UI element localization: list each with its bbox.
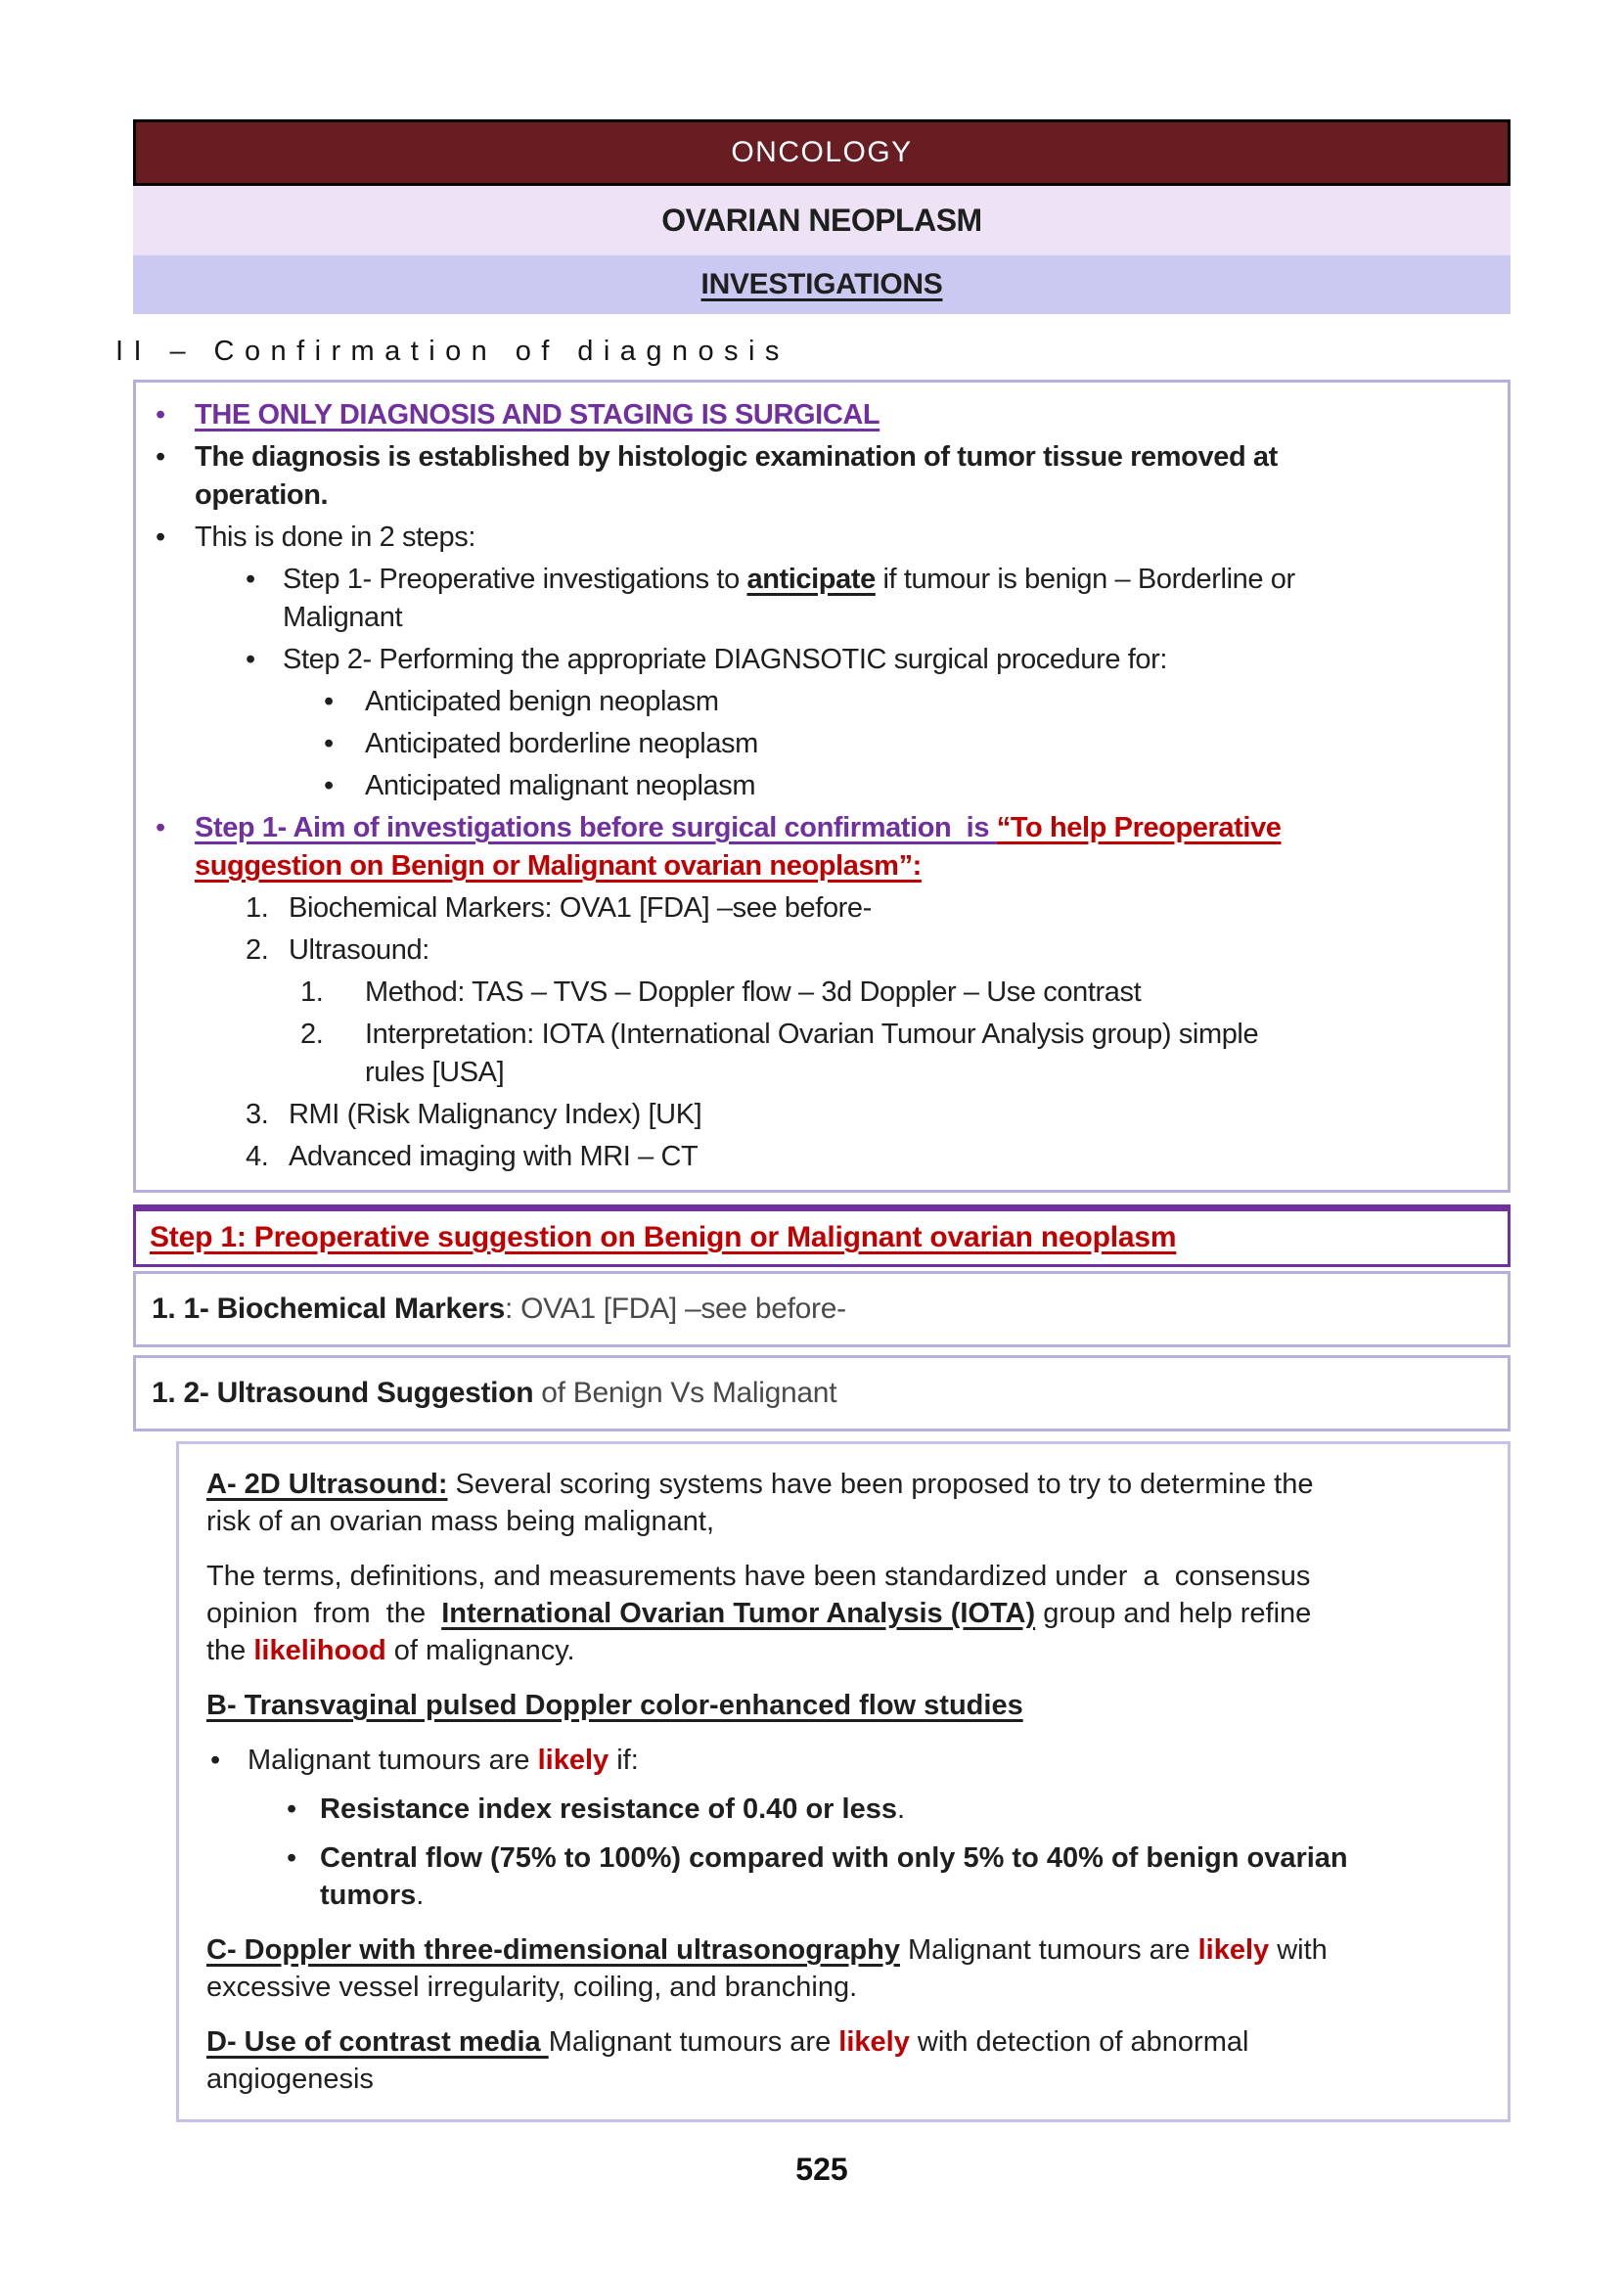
list-text <box>248 1742 1480 1779</box>
text-segment: Malignant tumours are <box>548 2026 839 2058</box>
text-segment: tumors <box>320 1880 417 1911</box>
text-segment: This is done in 2 steps: <box>195 522 475 553</box>
text-segment: if tumour is benign – Borderline or <box>875 564 1295 595</box>
text-segment: The diagnosis is established by histologic examination of tumor tissue removed at <box>195 441 1278 473</box>
bullet-marker: • <box>324 728 334 759</box>
bullet-marker: • <box>156 522 165 553</box>
ovarian-neoplasm-banner <box>133 186 1511 255</box>
text-segment: excessive vessel irregularity, coiling, and branching. <box>206 1972 858 2003</box>
text-segment: Step 1- Preoperative investigations to <box>283 564 747 595</box>
list-item <box>206 2023 1480 2098</box>
text-segment: risk of an ovarian mass being malignant, <box>206 1506 715 1537</box>
text-segment: Method: TAS – TVS – Doppler flow – 3d Doppler – Use contrast <box>365 976 1142 1008</box>
list-text <box>206 1934 1328 2003</box>
list-text <box>206 1690 1023 1721</box>
list-item <box>136 641 1488 679</box>
ultrasound-suggestion-text <box>152 1377 836 1409</box>
text-segment: Advanced imaging with MRI – CT <box>289 1141 699 1172</box>
list-item <box>206 1558 1480 1669</box>
text-segment: 1. 1- Biochemical Markers <box>152 1293 506 1325</box>
list-item <box>136 1096 1488 1134</box>
text-segment: likely <box>838 2026 910 2058</box>
list-item <box>206 1742 1480 1779</box>
list-text <box>289 889 1488 928</box>
list-item <box>136 931 1488 970</box>
list-item <box>206 1791 1480 1828</box>
text-segment: rules [USA] <box>365 1057 505 1088</box>
list-text <box>365 974 1488 1012</box>
diagnosis-overview-box <box>133 380 1511 1193</box>
list-item <box>206 1687 1480 1724</box>
text-segment: Step 1- Aim of investigations before surgical confirmation is <box>195 812 997 843</box>
text-segment: “To help Preoperative <box>996 812 1282 843</box>
list-text <box>289 931 1488 970</box>
text-segment: of malignancy. <box>385 1635 575 1666</box>
text-segment: group and help refine <box>1035 1598 1312 1629</box>
text-segment: Ultrasound: <box>289 934 429 966</box>
bullet-marker: • <box>287 1793 297 1825</box>
text-segment: the <box>206 1635 254 1666</box>
text-segment: Step 1: Preoperative suggestion on Benign or Malignant ovarian neoplasm <box>150 1221 1177 1253</box>
bullet-marker: • <box>324 770 334 801</box>
list-number: 4. <box>246 1141 269 1172</box>
list-text <box>365 683 1488 721</box>
text-segment: Malignant tumours are <box>899 1934 1198 1966</box>
list-item <box>136 809 1488 885</box>
biochemical-markers-text <box>152 1293 846 1325</box>
text-segment: with detection of abnormal <box>909 2026 1249 2058</box>
list-item <box>206 1466 1480 1540</box>
text-segment: angiogenesis <box>206 2064 374 2095</box>
text-segment: Several scoring systems have been proposed to try to determine the <box>447 1469 1314 1500</box>
list-item <box>136 725 1488 763</box>
list-text <box>289 1138 1488 1176</box>
page-content <box>115 119 1511 2188</box>
investigations-banner <box>133 255 1511 314</box>
bullet-marker: • <box>246 644 255 675</box>
list-number: 2. <box>300 1019 324 1050</box>
list-item <box>136 683 1488 721</box>
list-item <box>136 889 1488 928</box>
text-segment: suggestion on Benign or Malignant ovarian neoplasm”: <box>195 850 922 882</box>
list-item <box>136 1016 1488 1092</box>
text-segment: C- Doppler with three-dimensional ultrasonography <box>206 1934 900 1966</box>
oncology-banner-label: ONCOLOGY <box>731 136 913 168</box>
bullet-marker: • <box>246 564 255 595</box>
ovarian-neoplasm-banner-label: OVARIAN NEOPLASM <box>661 203 982 238</box>
text-segment: likely <box>537 1745 609 1776</box>
list-text <box>195 438 1488 515</box>
list-number: 1. <box>246 892 269 924</box>
text-segment: opinion from the <box>206 1598 442 1629</box>
text-segment: Malignant tumours are <box>248 1745 538 1776</box>
list-text <box>283 561 1488 637</box>
ultrasound-suggestion-box <box>133 1355 1511 1431</box>
text-segment: Malignant <box>283 602 403 633</box>
text-segment: of Benign Vs Malignant <box>533 1377 837 1409</box>
bullet-marker: • <box>210 1745 221 1776</box>
text-segment: D- Use of contrast media <box>206 2026 549 2058</box>
list-text <box>195 519 1488 557</box>
text-segment: Interpretation: IOTA (International Ovarian Tumour Analysis group) simple <box>365 1019 1259 1050</box>
text-segment: if: <box>609 1745 639 1776</box>
list-text <box>195 809 1488 885</box>
text-segment: Anticipated malignant neoplasm <box>365 770 756 801</box>
step1-title-text <box>150 1221 1176 1253</box>
list-text <box>320 1839 1480 1914</box>
step1-title-box <box>133 1204 1511 1267</box>
list-item <box>136 767 1488 805</box>
list-text <box>283 641 1488 679</box>
list-item <box>136 519 1488 557</box>
bullet-marker: • <box>156 441 165 473</box>
list-item <box>206 1931 1480 2006</box>
list-number: 2. <box>246 934 269 966</box>
section-heading: II – Confirmation of diagnosis <box>115 336 789 367</box>
list-item <box>206 1839 1480 1914</box>
text-segment: Anticipated borderline neoplasm <box>365 728 758 759</box>
list-text <box>206 1561 1311 1666</box>
text-segment: RMI (Risk Malignancy Index) [UK] <box>289 1099 702 1130</box>
list-item <box>136 438 1488 515</box>
bullet-marker: • <box>156 812 165 843</box>
text-segment: THE ONLY DIAGNOSIS AND STAGING IS SURGICAL <box>195 399 880 431</box>
text-segment: with <box>1269 1934 1328 1966</box>
list-item <box>136 396 1488 434</box>
ultrasound-details-box <box>176 1441 1511 2122</box>
list-text <box>365 1016 1488 1092</box>
text-segment: likely <box>1197 1934 1270 1966</box>
oncology-banner <box>133 119 1511 186</box>
list-text <box>365 725 1488 763</box>
text-segment: International Ovarian Tumor Analysis (IOTA) <box>441 1598 1036 1629</box>
list-text <box>365 767 1488 805</box>
bullet-marker: • <box>287 1842 297 1874</box>
biochemical-markers-box <box>133 1271 1511 1347</box>
list-number: 3. <box>246 1099 269 1130</box>
text-segment: anticipate <box>746 564 876 595</box>
list-text <box>320 1791 1480 1828</box>
text-segment: Biochemical Markers: OVA1 [FDA] –see before- <box>289 892 872 924</box>
text-segment: . <box>896 1793 906 1825</box>
list-item <box>136 1138 1488 1176</box>
page-number: 525 <box>795 2152 848 2187</box>
text-segment: 1. 2- Ultrasound Suggestion <box>152 1377 534 1409</box>
text-segment: Resistance index resistance of 0.40 or less <box>320 1793 897 1825</box>
text-segment: Anticipated benign neoplasm <box>365 686 719 717</box>
text-segment: operation. <box>195 479 329 511</box>
list-text <box>206 1469 1313 1537</box>
text-segment: : OVA1 [FDA] –see before- <box>505 1293 846 1325</box>
list-item <box>136 561 1488 637</box>
text-segment: likelihood <box>253 1635 386 1666</box>
list-text <box>289 1096 1488 1134</box>
investigations-banner-label: INVESTIGATIONS <box>700 268 943 300</box>
text-segment: Step 2- Performing the appropriate DIAGNSOTIC surgical procedure for: <box>283 644 1168 675</box>
bullet-marker: • <box>156 399 165 431</box>
text-segment: A- 2D Ultrasound: <box>206 1469 448 1500</box>
list-number: 1. <box>300 976 324 1008</box>
bullet-marker: • <box>324 686 334 717</box>
text-segment: . <box>416 1880 425 1911</box>
list-text <box>195 396 1488 434</box>
list-item <box>136 974 1488 1012</box>
text-segment: B- Transvaginal pulsed Doppler color-enhanced flow studies <box>206 1690 1023 1721</box>
list-text <box>206 2026 1248 2095</box>
text-segment: Central flow (75% to 100%) compared with only 5% to 40% of benign ovarian <box>320 1842 1348 1874</box>
text-segment: The terms, definitions, and measurements have been standardized under a consensus <box>206 1561 1311 1592</box>
